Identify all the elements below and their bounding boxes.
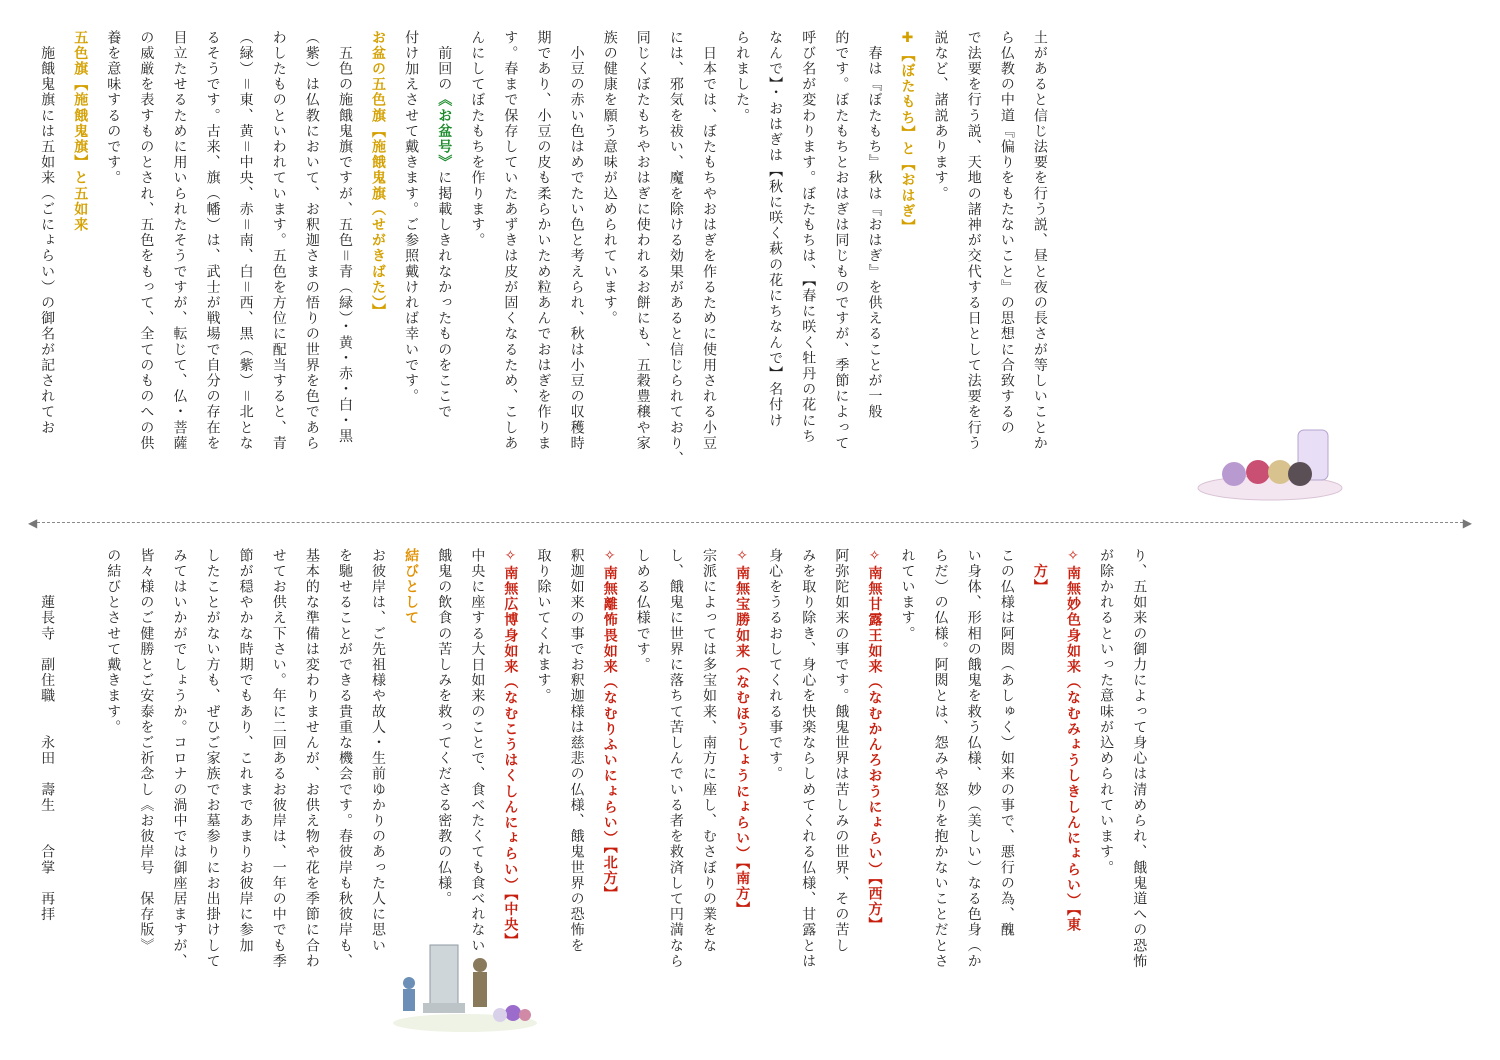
top-line: ら仏教の中道『偏りをもたないこと』の思想に合致するの — [998, 30, 1015, 436]
bottom-line: らだ）の仏様。阿閦とは、怨みや怒りを抱かないことだとさ — [932, 548, 949, 970]
top-line: 族の健康を願う意味が込められています。 — [601, 30, 618, 327]
bottom-line: ✧南無妙色身如来（なむみょうしきしんにょらい）【東 — [1065, 548, 1081, 933]
bottom-line: 節が穏やかな時期でもあり、これまであまりお彼岸に参加 — [237, 548, 254, 954]
top-line: 五色旗【施餓鬼旗】と五如来 — [72, 30, 89, 233]
fold-divider — [28, 516, 1472, 530]
top-line: ✚【ぼたもち】と【おはぎ】 — [899, 30, 916, 235]
top-line: で法要を行う説、天地の諸神が交代する日として法要を行う — [965, 30, 982, 452]
bottom-line: の結びとさせて戴きます。 — [105, 548, 122, 736]
obon-issue-link: 《お盆号》 — [436, 92, 453, 171]
bottom-line: 宗派によっては多宝如来、南方に座し、むさぼりの業をな — [700, 548, 717, 954]
bottom-line: 取り除いてくれます。 — [535, 548, 552, 704]
bottom-line: したことがない方も、ぜひご家族でお墓参りにお出掛けして — [204, 548, 221, 970]
arrow-left-icon: ◀ — [28, 516, 38, 530]
bottom-line: ✧南無離怖畏如来（なむりふいにょらい）【北方】 — [601, 548, 618, 902]
top-line: 呼び名が変わります。ぼたもちは、【春に咲く牡丹の花にち — [800, 30, 817, 445]
bottom-line — [63, 548, 96, 1028]
bottom-line: しめる仏様です。 — [634, 548, 651, 673]
top-line: 春は『ぼたもち』秋は『おはぎ』を供えることが一般 — [866, 30, 883, 420]
ohagi-illustration — [1190, 410, 1350, 505]
top-line: には、邪気を祓い、魔を除ける効果があると信じられており、 — [667, 30, 684, 467]
top-line: わしたものといわれています。五色を方位に配当すると、青 — [270, 30, 287, 452]
top-line: （緑）＝東、黄＝中央、赤＝南、白＝西、黒（紫）＝北とな — [237, 30, 254, 452]
top-line: 付け加えさせて戴きます。ご参照戴ければ幸いです。 — [403, 30, 420, 405]
bottom-line: 方】 — [1031, 548, 1048, 595]
bottom-line: せてお供え下さい。年に二回あるお彼岸は、一年の中でも季 — [270, 548, 287, 970]
bottom-section — [30, 548, 1470, 1028]
top-line: なんで】・おはぎは【秋に咲く萩の花にちなんで】名付け — [767, 30, 784, 429]
top-line: 説など、諸説あります。 — [932, 30, 949, 202]
grave-visit-illustration — [385, 925, 545, 1035]
bottom-line: ✧南無甘露王如来（なむかんろおうにょらい）【西方】 — [866, 548, 883, 933]
top-line: 同じくぼたもちやおはぎに使われるお餅にも、五穀豊穣や家 — [634, 30, 651, 452]
bottom-line: この仏様は阿閦（あしゅく）如来の事で、悪行の為、醜 — [998, 548, 1015, 938]
top-text-column — [30, 30, 1056, 500]
bottom-line: り、五如来の御力によって身心は清められ、餓鬼道への恐怖 — [1131, 548, 1148, 970]
bottom-line: れています。 — [899, 548, 916, 642]
bottom-line: お彼岸は、ご先祖様や故人・生前ゆかりのあった人に思い — [370, 548, 387, 954]
bottom-line: が除かれるといった意味が込められています。 — [1098, 548, 1115, 876]
top-line: 養を意味するのです。 — [105, 30, 122, 186]
bottom-line: い身体、形相の餓鬼を救う仏様、妙（美しい）なる色身（か — [965, 548, 982, 970]
top-line: 期であり、小豆の皮も柔らかいため粒あんでおはぎを作りま — [535, 30, 552, 452]
top-line: 小豆の赤い色はめでたい色と考えられ、秋は小豆の収穫時 — [568, 30, 585, 452]
top-line: （紫）は仏教において、お釈迦さまの悟りの世界を色であら — [303, 30, 320, 452]
bottom-line: ✧南無広博身如来（なむこうはくしんにょらい）【中央】 — [502, 548, 519, 949]
arrow-right-icon: ▶ — [1462, 516, 1472, 530]
bottom-line: 阿弥陀如来の事です。餓鬼世界は苦しみの世界、その苦し — [833, 548, 850, 954]
bottom-line: みてはいかがでしょうか。コロナの渦中では御座居ますが、 — [171, 548, 188, 970]
bottom-line: みを取り除き、身心を快楽ならしめてくれる仏様、甘露とは — [800, 548, 817, 970]
top-line: んにしてぼたもちを作ります。 — [469, 30, 486, 249]
bottom-line: 基本的な準備は変わりませんが、お供え物や花を季節に合わ — [303, 548, 320, 970]
bottom-line: 中央に座する大日如来のことで、食べたくても食べれない — [469, 548, 486, 954]
bottom-line: を馳せることができる貴重な機会です。春彼岸も秋彼岸も、 — [336, 548, 353, 970]
bottom-line: 結びとして — [403, 548, 420, 626]
top-line: られました。 — [734, 30, 751, 124]
bottom-line: 餓鬼の飲食の苦しみを救ってくださる密教の仏様。 — [436, 548, 453, 907]
bottom-line: 身心をうるおしてくれる事です。 — [767, 548, 784, 782]
top-line: 土があると信じ法要を行う説、昼と夜の長さが等しいことか — [1031, 30, 1048, 452]
bottom-line: 蓮長寺 副住職 永田 壽生 合掌 再拝 — [39, 548, 56, 923]
top-line: 五色の施餓鬼旗ですが、五色＝青（緑）・黄・赤・白・黒 — [336, 30, 353, 445]
top-line: 的です。ぼたもちとおはぎは同じものですが、季節によって — [833, 30, 850, 452]
bottom-line: し、餓鬼に世界に落ちて苦しんでいる者を救済して円満なら — [667, 548, 684, 970]
top-line: 日本では、ぼたもちやおはぎを作るために使用される小豆 — [700, 30, 717, 452]
bottom-line: 皆々様のご健勝とご安泰をご祈念し《お彼岸号 保存版》 — [138, 548, 155, 954]
top-line: お盆の五色旗【施餓鬼旗（せがきばた）】 — [370, 30, 387, 320]
top-line: 前回の《お盆号》に掲載しきれなかったものをここで — [436, 30, 453, 421]
bottom-line: ✧南無宝勝如来（なむほうしょうにょらい）【南方】 — [734, 548, 751, 918]
top-line: 施餓鬼旗には五如来（ごにょらい）の御名が記されてお — [39, 30, 56, 436]
top-line: す。春まで保存していたあずきは皮が固くなるため、こしあ — [502, 30, 519, 452]
top-line: るそうです。古来、旗（幡）は、武士が戦場で自分の存在を — [204, 30, 221, 452]
bottom-line: 釈迦如来の事でお釈迦様は慈悲の仏様、餓鬼世界の恐怖を — [568, 548, 585, 954]
bottom-text-column — [30, 548, 1155, 1028]
top-line: 目立たせるために用いられたそうですが、転じて、仏・菩薩 — [171, 30, 188, 452]
top-line: の威厳を表すものとされ、五色をもって、全てのものへの供 — [138, 30, 155, 452]
